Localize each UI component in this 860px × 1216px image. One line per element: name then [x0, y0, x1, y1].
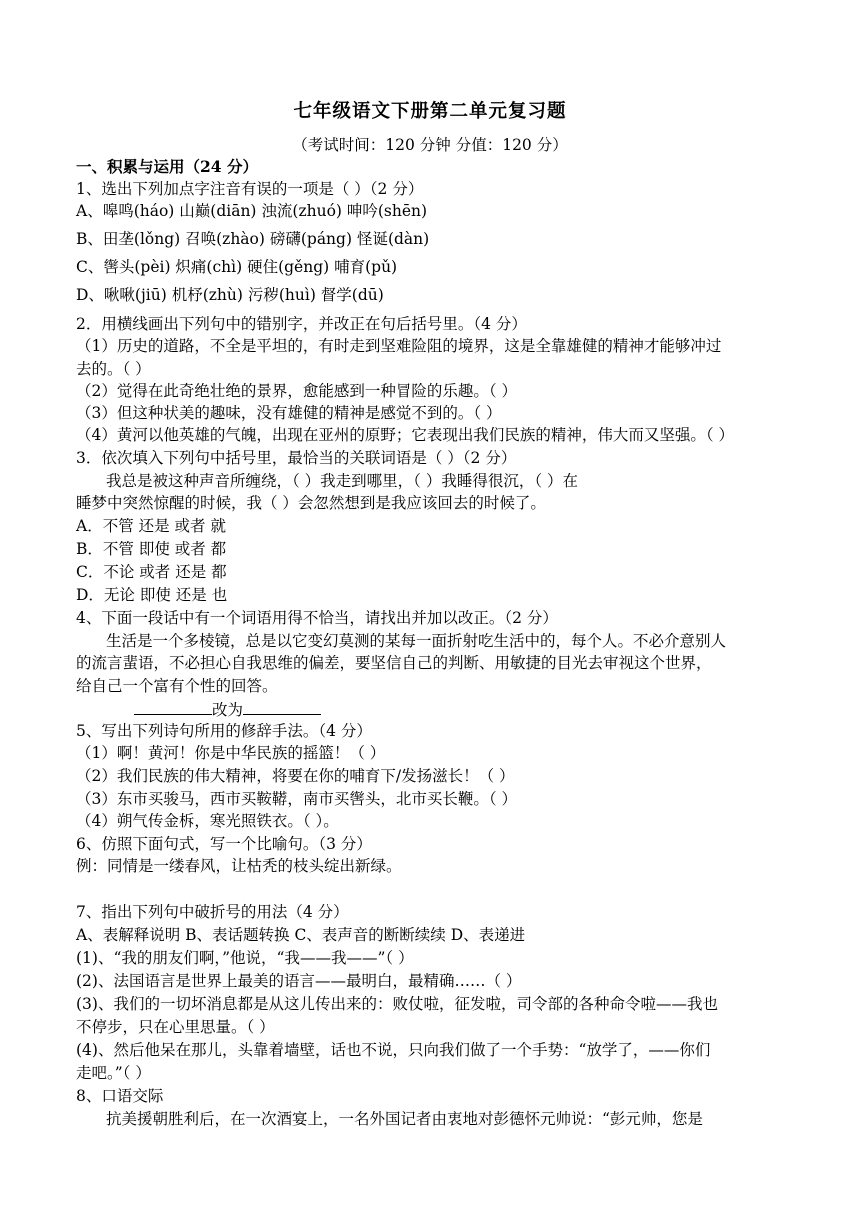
q1-option-a: A、嗥鸣(háo) 山巅(diān) 浊流(zhuó) 呻吟(shēn) [76, 202, 428, 220]
q8-passage-1: 抗美援朝胜利后，在一次酒宴上，一名外国记者由衷地对彭德怀元帅说：“彭元帅，您是 [106, 1110, 703, 1128]
section-heading: 一、积累与运用（24 分） [76, 157, 258, 176]
q3-option-d: D．无论 即使 还是 也 [76, 586, 228, 604]
q1-stem: 1、选出下列加点字注音有误的一项是（ ）（2 分） [76, 180, 424, 198]
q7-sentence-3b: 不停步，只在心里思量。（ ） [76, 1018, 275, 1036]
q6-example: 例：同情是一缕春风，让枯秃的枝头绽出新绿。 [76, 857, 402, 875]
q7-stem: 7、指出下列句中破折号的用法（4 分） [76, 903, 349, 921]
q7-options: A、表解释说明 B、表话题转换 C、表声音的断断续续 D、表递进 [76, 926, 526, 944]
q2-sentence-1b: 去的。（ ） [76, 360, 151, 378]
q3-option-c: C．不论 或者 还是 都 [76, 563, 227, 581]
q2-sentence-4: （4）黄河以他英雄的气魄，出现在亚州的原野；它表现出我们民族的精神，伟大而又坚强。（ ） [76, 426, 735, 444]
q2-stem: 2．用横线画出下列句中的错别字，并改正在句后括号里。（4 分） [76, 315, 527, 333]
q4-passage-1: 生活是一个多棱镜，总是以它变幻莫测的某每一面折射吃生活中的，每个人。不必介意别人 [106, 632, 727, 650]
q7-sentence-2: (2)、法国语言是世界上最美的语言——最明白，最精确……（ ） [76, 972, 522, 990]
q4-stem: 4、下面一段话中有一个词语用得不恰当，请找出并加以改正。（2 分） [76, 609, 558, 627]
q7-sentence-3a: (3)、我们的一切坏消息都是从这儿传出来的：败仗啦，征发啦，司令部的各种命令啦——我也 [76, 995, 718, 1013]
answer-blank[interactable] [243, 698, 321, 715]
q3-stem: 3．依次填入下列句中括号里，最恰当的关联词语是（ ）（2 分） [76, 449, 517, 467]
page-title: 七年级语文下册第二单元复习题 [293, 101, 567, 122]
q3-option-a: A．不管 还是 或者 就 [76, 517, 226, 535]
q6-stem: 6、仿照下面句式，写一个比喻句。（3 分） [76, 835, 372, 853]
q5-sentence-2: （2）我们民族的伟大精神，将要在你的哺育下/发扬滋长！（ ） [76, 767, 515, 785]
change-to-label: 改为 [212, 701, 244, 719]
answer-blank[interactable] [134, 698, 212, 715]
q2-sentence-2: （2）觉得在此奇绝壮绝的景界，愈能感到一种冒险的乐趣。（ ） [76, 382, 518, 400]
q7-sentence-4a: (4)、然后他呆在那儿，头靠着墙壁，话也不说，只向我们做了一个手势：“放学了，——你们 [76, 1041, 711, 1059]
q1-option-c: C、辔头(pèi) 炽痛(chì) 硬住(gěng) 哺育(pǔ) [76, 258, 398, 276]
q5-stem: 5、写出下列诗句所用的修辞手法。（4 分） [76, 722, 372, 740]
q7-sentence-1: (1)、“我的朋友们啊，”他说，“我——我——”（ ） [76, 949, 414, 967]
q7-sentence-4b: 走吧。”（ ） [76, 1064, 151, 1082]
q3-passage-1: 我总是被这种声音所缠绕，（ ）我走到哪里，（ ）我睡得很沉，（ ）在 [106, 472, 579, 490]
q1-option-b: B、田垄(lǒng) 召唤(zhào) 磅礴(páng) 怪诞(dàn) [76, 230, 430, 248]
q4-answer-line [134, 698, 854, 722]
q1-option-d: D、啾啾(jiū) 机杼(zhù) 污秽(huì) 督学(dū) [76, 286, 384, 304]
q5-sentence-3: （3）东市买骏马，西市买鞍鞯，南市买辔头，北市买长鞭。（ ） [76, 790, 518, 808]
q3-option-b: B．不管 即使 或者 都 [76, 540, 227, 558]
q3-passage-2: 睡梦中突然惊醒的时候，我（ ）会忽然想到是我应该回去的时候了。 [76, 494, 546, 512]
q8-stem: 8、口语交际 [76, 1087, 164, 1105]
q4-passage-2: 的流言蜚语，不必担心自我思维的偏差，要坚信自己的判断、用敏捷的目光去审视这个世界， [76, 654, 712, 672]
q5-sentence-1: （1）啊！黄河！你是中华民族的摇篮！（ ） [76, 744, 386, 762]
exam-info: （考试时间：120 分钟 分值：120 分） [292, 136, 568, 154]
q4-passage-3: 给自己一个富有个性的回答。 [76, 677, 278, 695]
q2-sentence-3: （3）但这种状美的趣味，没有雄健的精神是感觉不到的。（ ） [76, 404, 502, 422]
q2-sentence-1a: （1）历史的道路，不全是平坦的，有时走到坚难险阻的境界，这是全靠雄健的精神才能够冲过 [76, 337, 722, 355]
q5-sentence-4: （4）朔气传金柝，寒光照铁衣。（ ）。 [76, 812, 339, 830]
